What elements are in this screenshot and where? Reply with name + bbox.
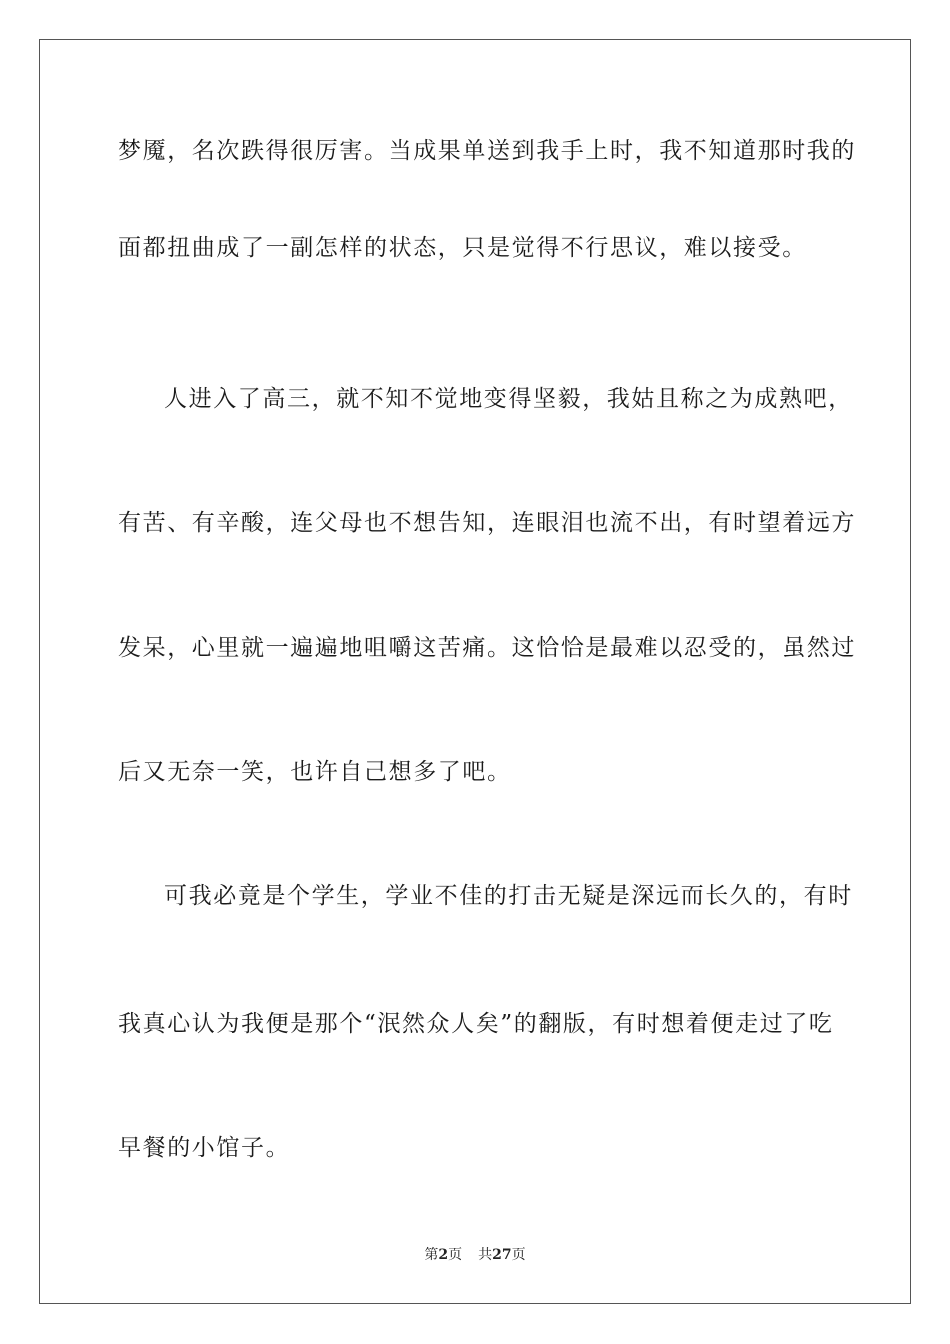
body-line-5: 发呆，心里就一遍遍地咀嚼这苦痛。这恰恰是最难以忍受的，虽然过 [118,635,856,661]
footer-page-suffix: 页 [448,1247,463,1263]
body-line-4: 有苦、有辛酸，连父母也不想告知，连眼泪也流不出，有时望着远方 [118,510,856,536]
footer-page-prefix: 第 [424,1247,439,1263]
body-line-2: 面都扭曲成了一副怎样的状态，只是觉得不行思议，难以接受。 [118,235,807,261]
footer-page-current: 2 [438,1247,449,1263]
footer-total-suffix: 页 [511,1247,526,1263]
body-line-7: 可我必竟是个学生，学业不佳的打击无疑是深远而长久的，有时 [164,883,853,909]
footer-total-prefix: 共 [478,1247,493,1263]
page-footer [0,1246,950,1264]
body-line-3: 人进入了高三，就不知不觉地变得坚毅，我姑且称之为成熟吧， [164,386,853,412]
footer-page-total: 27 [492,1247,512,1263]
body-line-1: 梦魇，名次跌得很厉害。当成果单送到我手上时，我不知道那时我的 [118,138,856,164]
body-line-6: 后又无奈一笑，也许自己想多了吧。 [118,759,512,785]
page-border [39,39,911,1304]
body-line-9: 早餐的小馆子。 [118,1135,291,1161]
body-line-8: 我真心认为我便是那个“泯然众人矣”的翻版，有时想着便走过了吃 [118,1011,834,1037]
